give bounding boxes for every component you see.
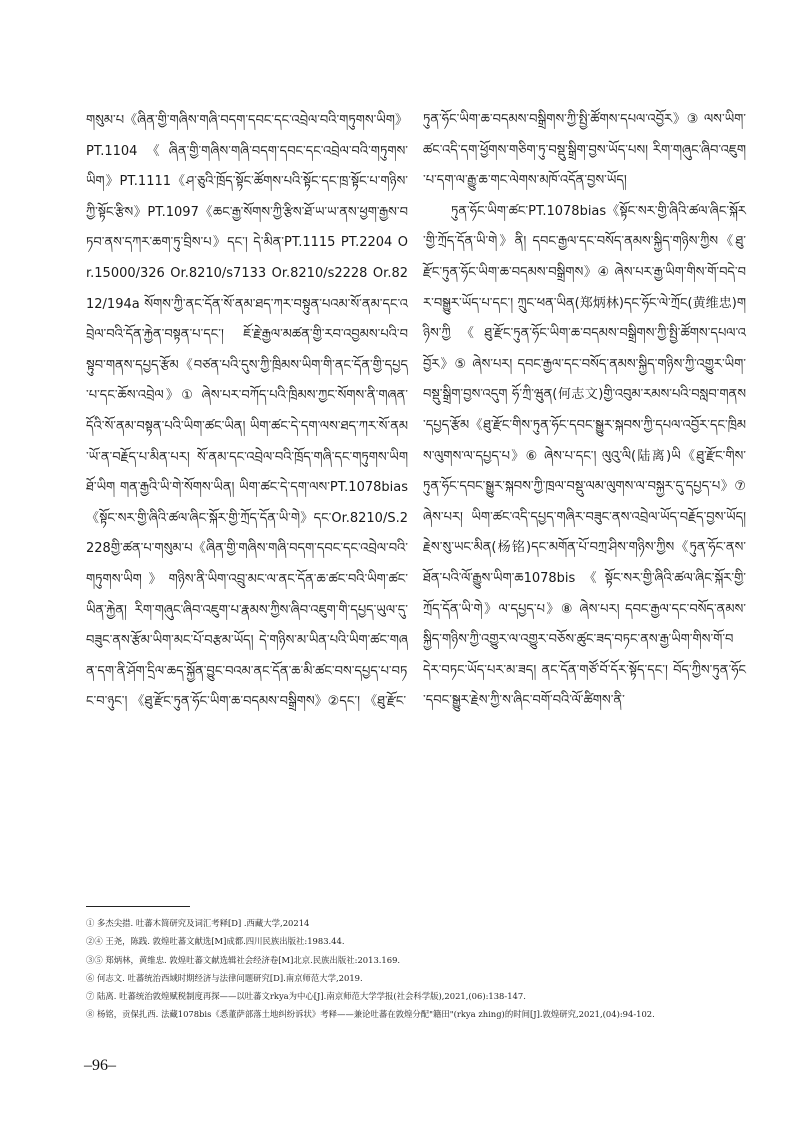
footnotes (86, 914, 746, 1024)
footnote-4: ⑥ 何志文. 吐蕃统治西域时期经济与法律问题研究[D].南京师范大学,2019. (86, 972, 363, 983)
footnote-6: ⑧ 杨铭，贡保扎西. 法藏1078bis《悉董萨部落土地纠纷诉状》考释——兼论吐蕃在敦煌分配"籍田"(rkya zhing)的时间[J].敦煌研究,2021,(04):94-102. (86, 1009, 655, 1020)
footnote-2: ②④ 王尧，陈践. 敦煌吐蕃文献选[M]成都.四川民族出版社:1983.44. (86, 936, 345, 947)
right-paragraph-2: ཏུན་ཧོང་ཡིག་ཚང་PT.1078bias《སྟོང་སར་གྱི་ཞིའི་ཚལ་ཞིང་སྐོར་གྱི་ཀྲོད་དོན་ཡི་གེ》ནི། དབང་རྒྱལ་དང་བསོད་ནམས་སྐྱིད་གཉིས་ཀྱིས《ཐུ་རྫོང་ཏུན་ཧོང་ཡིག་ཆ་བདམས་བསྒྲིགས》④ ཞེས་པར་རྒྱ་ཡིག་གིས་གོ་བདེ་བར་བསྒྱུར་ཡོད་པ་དང་། ཀྲུང་ཕན་ཡིན(郑炳林)དང་ཧོང་ལེ་ཀྲོང(黄维忠)གཉིས་ཀྱི《ཐུ་རྫོང་ཏུན་ཧོང་ཡིག་ཆ་བདམས་བསྒྲིགས་ཀྱི་སྤྱི་ཚོགས་དཔལ་འབྱོར》⑤ ཞེས་པར། དབང་རྒྱལ་དང་བསོད་ནམས་སྐྱིད་གཉིས་ཀྱི་འགྱུར་ཡིག་བསྡུ་སྒྲིག་བྱས་འདུག ཧོ་ཀྲི་ཝུན(何志文)གྱི་འབུམ་རམས་པའི་བསླབ་གནས་དཔྱད་རྩོམ《ཐུ་རྫོང་གིས་ཏུན་ཧོང་དབང་སྒྱུར་སྐབས་ཀྱི་དཔལ་འབྱོར་དང་ཁྲིམས་ལུགས་ལ་དཔྱད་པ》⑥ ཞེས་པ་དང་། ལུའུ་ལི(陆离)ཡི《ཐུ་རྫོང་གིས་ཏུན་ཧོང་དབང་སྒྱུར་སྐབས་ཀྱི་ཁྲལ་བསྡུ་ལམ་ལུགས་ལ་བསྐྱར་དུ་དཔྱད་པ》⑦ ཞེས་པར། ཡིག་ཚང་འདི་དཔྱད་གཞིར་བཟུང་ནས་འབྲེལ་ཡོད་བརྗོད་བྱས་ཡོད། རྗེས་སུ་ཡང་མིན(杨铭)དང་མགོན་པོ་བཀྲ་ཤིས་གཉིས་ཀྱིས《ཏུན་ཧོང་ནས་ཐོན་པའི་ལོ་རྒྱུས་ཡིག་ཆ1078bis《སྟོང་སར་གྱི་ཞིའི་ཚལ་ཞིང་སྐོར་གྱི་ཀྲོད་དོན་ཡི་གེ》ལ་དཔྱད་པ》⑧ ཞེས་པར། དབང་རྒྱལ་དང་བསོད་ནམས་སྐྱིད་གཉིས་ཀྱི་འགྱུར་ལ་འགྱུར་བཅོས་ཚུང་ཟད་བཏང་ནས་རྒྱ་ཡིག་གིས་གོ་བདེར་བཏང་ཡོད་པར་མ་ཟད། ནང་དོན་གཙོ་བོ་དོར་སྟོད་དང་། བོད་ཀྱིས་ཏུན་ཧོང་དབང་སྒྱུར་རྗེས་ཀྱི་ས་ཞིང་བགོ་བའི་ལོ་ཚིགས་ནི་ (423, 203, 746, 709)
right-paragraph-1: ཏུན་ཧོང་ཡིག་ཆ་བདམས་བསྒྲིགས་ཀྱི་སྤྱི་ཚོགས་དཔལ་འབྱོར》③ ལས་ཡིག་ཚང་འདི་དག་ཕྱོགས་གཅིག་ཏུ་བསྡུ་སྒྲིག་བྱས་ཡོད་པས། རིག་གཞུང་ཞིབ་འཇུག་པ་དག་ལ་རྒྱུ་ཆ་གང་ལེགས་མཁོ་འདོན་བྱས་ཡོད། (423, 112, 746, 189)
body-left-column (86, 106, 408, 718)
footnote-3: ③⑤ 郑炳林，黄维忠. 敦煌吐蕃文献选辑社会经济卷[M]北京.民族出版社:2013.169. (86, 954, 401, 965)
body-right-column (423, 105, 746, 717)
page-number: –96– (84, 1057, 116, 1074)
footnote-rule (86, 906, 190, 907)
left-paragraph-1: གསུམ་པ《ཞིན་གྱི་གཞིས་གཞི་བདག་དབང་དང་འབྲེལ་བའི་གཏུགས་ཡིག》PT.1104《ཞིན་གྱི་གཞིས་གཞི་བདག་དབང་དང་འབྲེལ་བའི་གཏུགས་ཡིག》PT.1111《ཤ་ཅུའི་ཁྲོད་སྟོང་ཚོགས་པའི་སྟོང་དང་ཁྲ་སྟོང་པ་གཉིས་ཀྱི་སྟོང་རྩིས》PT.1097《ཆང་རྒྱ་སོགས་ཀྱི་རྩིས་ཐོ་ཡ་ཡ་ནས་ཕྱག་རྒྱས་བཏབ་ནས་དཀར་ཆག་ཏུ་བྲིས་པ》དང་། དེ་མིན་PT.1115 PT.2204 Or.15000/326 Or.8210/s7133 Or.8210/s2228 Or.8212/194a སོགས་ཀྱི་ནང་དོན་སོ་ནམ་ཐད་ཀར་བསྟུན་པའམ་སོ་ནམ་དང་འབྲེལ་བའི་དོན་རྐྱེན་བསྟན་པ་དང་། ཇོ་རྗེ་རྒྱལ་མཚན་གྱི་རབ་འབྱམས་པའི་བསྟུབ་གནས་དཔྱད་རྩོམ《བཙན་པའི་དུས་ཀྱི་ཁྲིམས་ཡིག་གི་ནང་དོན་གྱི་དཔྱད་པ་དང་ཆོས་འབྲེལ》① ཞེས་པར་བཀོད་པའི་ཁྲིམས་ཀྱང་སོགས་ནི་གཞན་དོའི་སོ་ནམ་བསྟན་པའི་ཡིག་ཚང་ཡིན། ཡིག་ཚང་དེ་དག་ལས་ཐད་ཀར་སོ་ནམ་ཡོ་ན་བརྗོད་པ་མིན་པར། སོ་ནམ་དང་འབྲེལ་བའི་ཁྲོད་གཞི་དང་གཏུགས་ཡིག ཐོ་ཡིག གན་རྒྱའི་ཡི་གེ་སོགས་ཡིན། ཡིག་ཚང་དེ་དག་ལས་PT.1078bias《སྟོང་སར་གྱི་ཞིའི་ཚལ་ཞིང་སྐོར་གྱི་ཀྲོད་དོན་ཡི་གེ》དང་Or.8210/S.2228གྱི་ཚན་པ་གསུམ་པ《ཞིན་གྱི་གཞིས་གཞི་བདག་དབང་དང་འབྲེལ་བའི་གཏུགས་ཡིག》གཉིས་ནི་ཡིག་འབྲུ་མང་ལ་ནང་དོན་ཆ་ཚང་བའི་ཡིག་ཚང་ཡིན་རྐྱེན། རིག་གཞུང་ཞིབ་འཇུག་པ་རྣམས་ཀྱིས་ཞིབ་འཇུག་གི་དཔྱད་ཡུལ་དུ་བཟུང་ནས་རྩོམ་ཡིག་མང་པོ་བརྩམ་ཡོད། དེ་གཉིས་མ་ཡིན་པའི་ཡིག་ཚང་གཞན་དག་ནི་ཤོག་དྲིལ་ཆད་སྐྱོན་བྱུང་བའམ་ནང་དོན་ཆ་མི་ཚང་བས་དཔྱད་པ་བཏང་བ་ཉུང་། 《ཐུ་རྫོང་ཏུན་ཧོང་ཡིག་ཆ་བདམས་བསྒྲིགས》②དང་། 《ཐུ་རྫོང་ (86, 113, 408, 710)
footnote-5: ⑦ 陆离. 吐蕃统治敦煌赋税制度再探——以吐蕃文rkya为中心[J].南京师范大学学报(社会科学版),2021,(06):138-147. (86, 991, 526, 1002)
footnote-1: ① 多杰尖措. 吐蕃木简研究及词汇考释[D] .西藏大学,20214 (86, 918, 310, 928)
